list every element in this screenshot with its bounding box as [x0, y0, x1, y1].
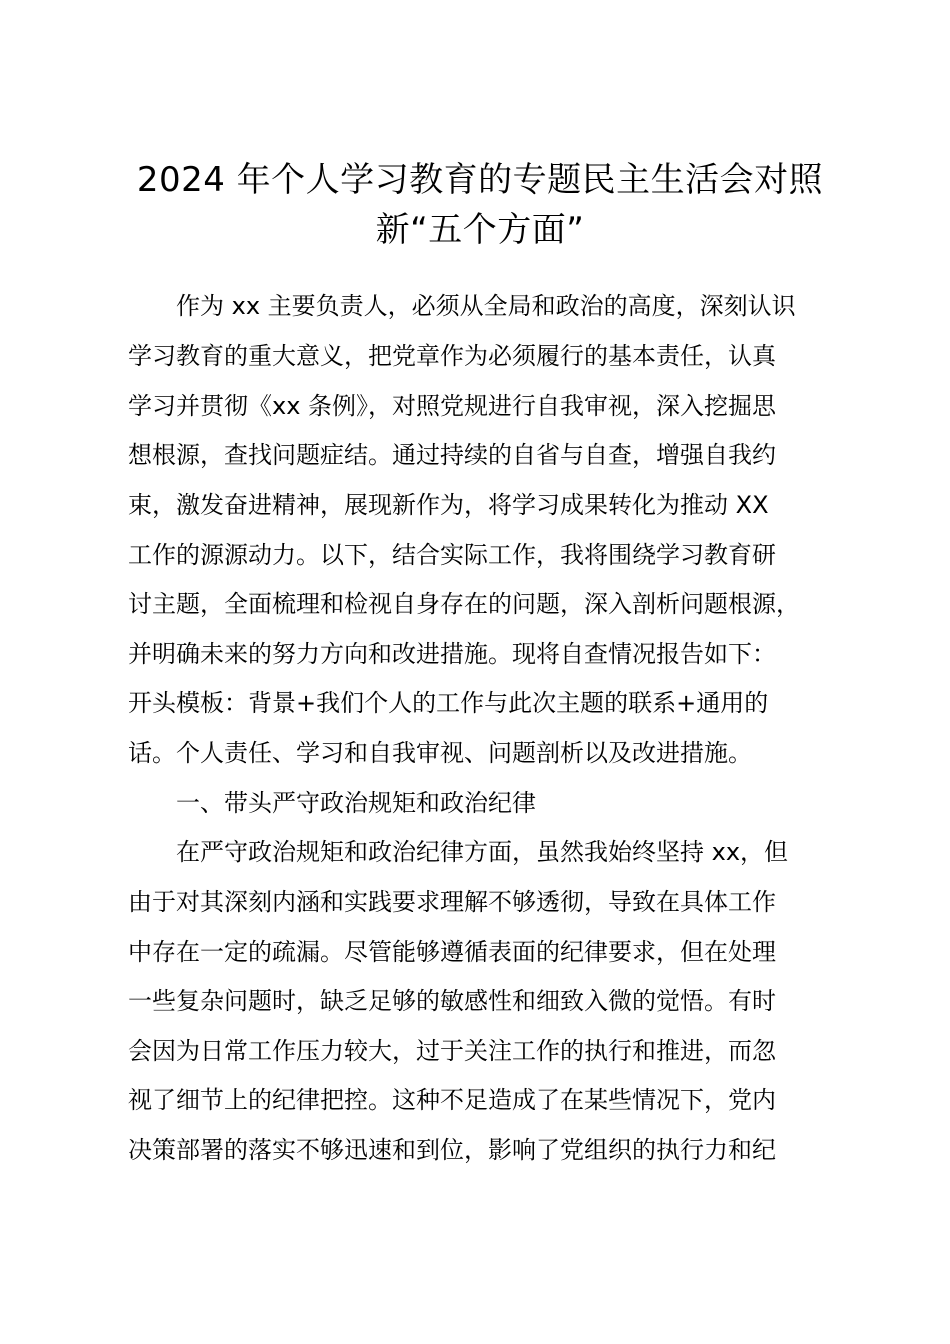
paragraph-line: 束，激发奋进精神，展现新作为，将学习成果转化为推动 XX: [128, 491, 769, 519]
paragraph-line: 学习教育的重大意义，把党章作为必须履行的基本责任，认真: [128, 342, 776, 370]
paragraph-line: 想根源，查找问题症结。通过持续的自省与自查，增强自我约: [128, 441, 776, 469]
paragraph-line: 学习并贯彻《xx 条例》，对照党规进行自我审视，深入挖掘思: [128, 392, 777, 420]
paragraph-line: 决策部署的落实不够迅速和到位，影响了党组织的执行力和纪: [128, 1136, 776, 1164]
paragraph-line: 由于对其深刻内涵和实践要求理解不够透彻，导致在具体工作: [128, 888, 776, 916]
section-heading: 一、带头严守政治规矩和政治纪律: [176, 789, 536, 817]
paragraph-line: 在严守政治规矩和政治纪律方面，虽然我始终坚持 xx，但: [176, 838, 789, 866]
paragraph-line: 会因为日常工作压力较大，过于关注工作的执行和推进，而忽: [128, 1037, 776, 1065]
paragraph-line: 工作的源源动力。以下，结合实际工作，我将围绕学习教育研: [128, 541, 776, 569]
paragraph-line: 中存在一定的疏漏。尽管能够遵循表面的纪律要求，但在处理: [128, 938, 776, 966]
document-title-line-2: 新“五个方面”: [375, 210, 585, 250]
document-title-line-1: 2024 年个人学习教育的专题民主生活会对照: [136, 160, 824, 200]
paragraph-line: 视了细节上的纪律把控。这种不足造成了在某些情况下，党内: [128, 1086, 776, 1114]
paragraph-line: 一些复杂问题时，缺乏足够的敏感性和细致入微的觉悟。有时: [128, 987, 776, 1015]
paragraph-line: 开头模板：背景+我们个人的工作与此次主题的联系+通用的: [128, 689, 769, 717]
paragraph-line: 并明确未来的努力方向和改进措施。现将自查情况报告如下：: [128, 640, 776, 668]
paragraph-line: 讨主题，全面梳理和检视自身存在的问题，深入剖析问题根源，: [128, 590, 800, 618]
paragraph-line: 作为 xx 主要负责人，必须从全局和政治的高度，深刻认识: [176, 292, 796, 320]
paragraph-line: 话。个人责任、学习和自我审视、问题剖析以及改进措施。: [128, 739, 752, 767]
